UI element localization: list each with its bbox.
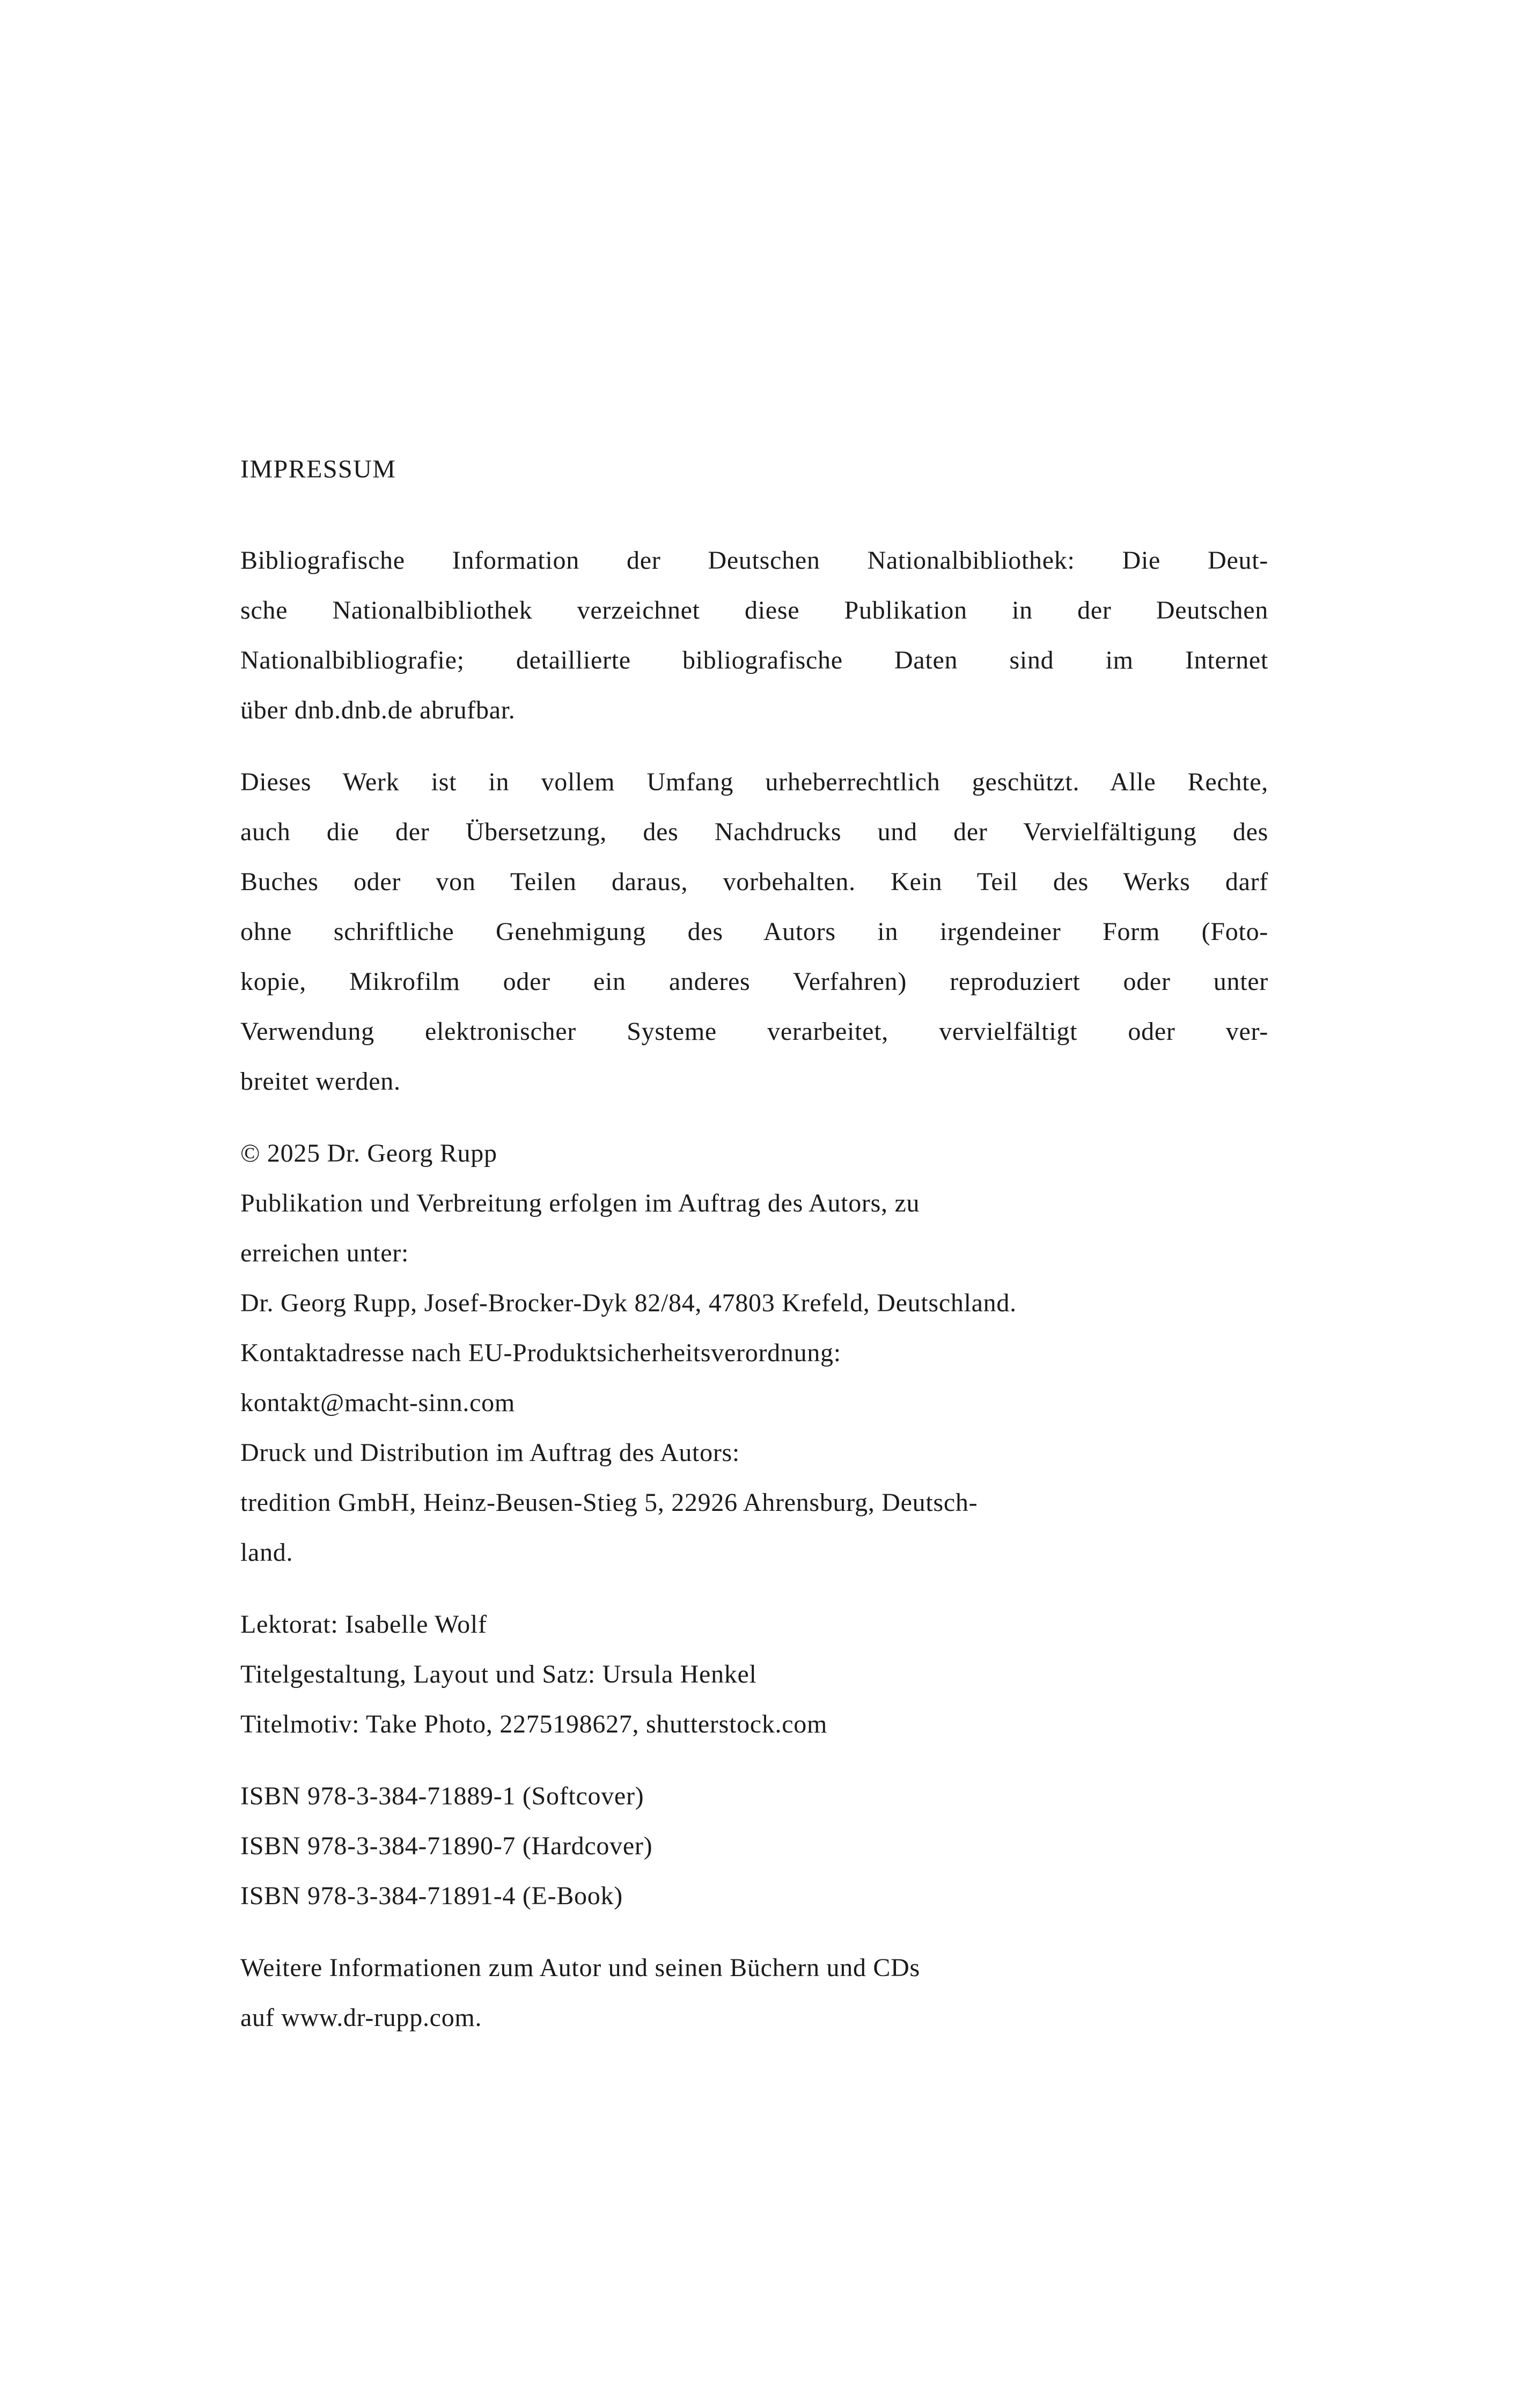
imprint-paragraph — [240, 535, 1268, 735]
imprint-text-block — [240, 444, 1268, 2043]
text-line: Bibliografische Information der Deutschen Nationalbibliothek: Die Deut- — [240, 546, 1268, 575]
text-line: Titelmotiv: Take Photo, 2275198627, shutterstock.com — [240, 1710, 828, 1738]
imprint-paragraphs — [240, 535, 1268, 2043]
text-line: Buches oder von Teilen daraus, vorbehalten. Kein Teil des Werks darf — [240, 868, 1268, 896]
text-line: Dr. Georg Rupp, Josef-Brocker-Dyk 82/84, 47803 Krefeld, Deutschland. — [240, 1289, 1017, 1317]
imprint-paragraph — [240, 1128, 1268, 1577]
text-line: breitet werden. — [240, 1067, 401, 1096]
text-line: ISBN 978-3-384-71889-1 (Softcover) — [240, 1782, 644, 1810]
text-line: ohne schriftliche Genehmigung des Autors in irgendeiner Form (Foto- — [240, 917, 1268, 946]
text-line: © 2025 Dr. Georg Rupp — [240, 1139, 497, 1168]
text-line: land. — [240, 1538, 293, 1567]
text-line: erreichen unter: — [240, 1239, 409, 1267]
text-line: sche Nationalbibliothek verzeichnet diese Publikation in der Deutschen — [240, 596, 1268, 625]
imprint-heading: IMPRESSUM — [240, 455, 396, 483]
text-line: über dnb.dnb.de abrufbar. — [240, 696, 516, 724]
text-line: Dieses Werk ist in vollem Umfang urheberrechtlich geschützt. Alle Rechte, — [240, 768, 1268, 796]
text-line: kopie, Mikrofilm oder ein anderes Verfahren) reproduziert oder unter — [240, 967, 1268, 996]
text-line: Kontaktadresse nach EU-Produktsicherheitsverordnung: — [240, 1339, 841, 1367]
text-line: auf www.dr-rupp.com. — [240, 2003, 482, 2032]
text-line: Verwendung elektronischer Systeme verarbeitet, vervielfältigt oder ver- — [240, 1017, 1268, 1046]
text-line: kontakt@macht-sinn.com — [240, 1389, 515, 1417]
text-line: ISBN 978-3-384-71890-7 (Hardcover) — [240, 1832, 653, 1860]
text-line: tredition GmbH, Heinz-Beusen-Stieg 5, 22926 Ahrensburg, Deutsch- — [240, 1488, 978, 1517]
text-line: Publikation und Verbreitung erfolgen im Auftrag des Autors, zu — [240, 1189, 920, 1217]
imprint-paragraph — [240, 1599, 1268, 1749]
text-line: Nationalbibliografie; detaillierte bibliografische Daten sind im Internet — [240, 646, 1268, 674]
text-line: ISBN 978-3-384-71891-4 (E-Book) — [240, 1882, 623, 1910]
text-line: Weitere Informationen zum Autor und seinen Büchern und CDs — [240, 1954, 920, 1982]
imprint-paragraph — [240, 1771, 1268, 1921]
imprint-paragraph — [240, 1943, 1268, 2043]
text-line: Druck und Distribution im Auftrag des Autors: — [240, 1438, 740, 1467]
text-line: Lektorat: Isabelle Wolf — [240, 1610, 487, 1639]
text-line: Titelgestaltung, Layout und Satz: Ursula Henkel — [240, 1660, 757, 1688]
text-line: auch die der Übersetzung, des Nachdrucks und der Vervielfältigung des — [240, 818, 1268, 846]
imprint-paragraph — [240, 757, 1268, 1106]
